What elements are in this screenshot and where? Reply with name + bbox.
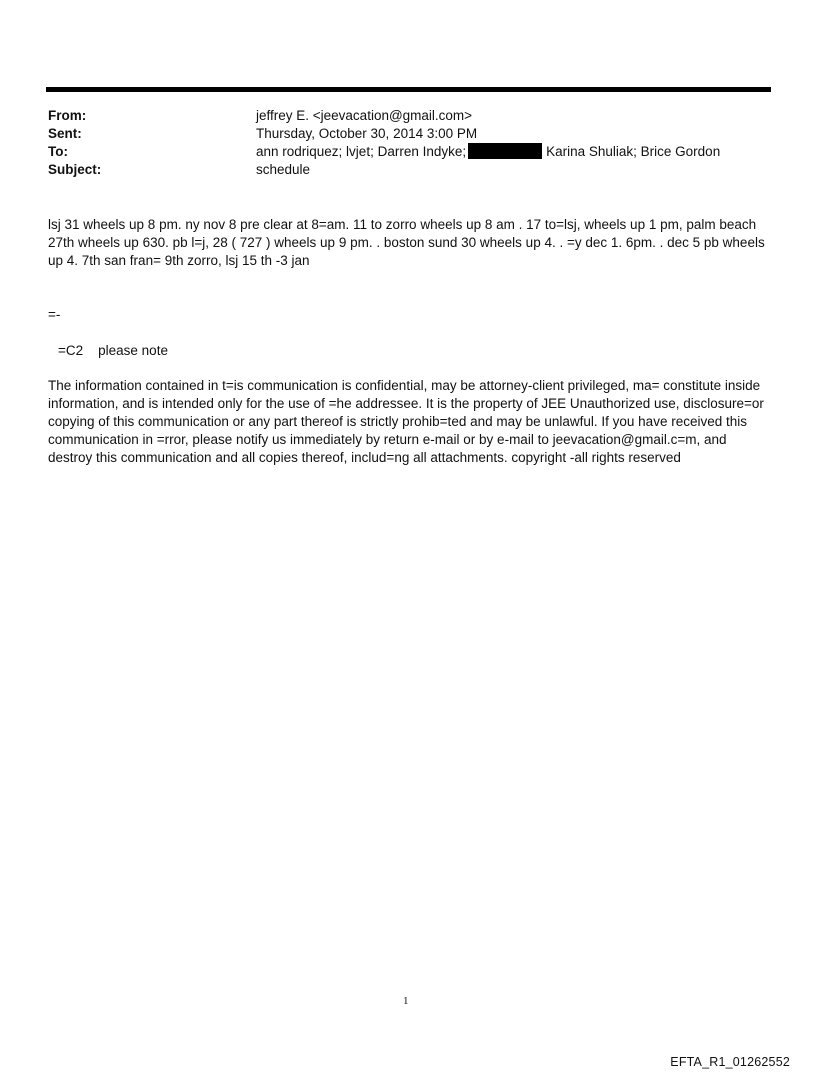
from-row: [48, 107, 770, 125]
email-header: [48, 107, 770, 179]
subject-row: [48, 161, 770, 179]
header-rule: [46, 87, 771, 92]
note-text: =C2 please note: [58, 343, 168, 358]
disclaimer-paragraph: The information contained in t=is communication is confidential, may be attorney-client privileged, ma= constitute inside information, and is intended only for the use of =he addressee. It is the property of JEE Unauthorized use, disclosure=or copying of this communication or any part thereof is strictly prohib=ted and may be unlawful. If you have received this communication in =rror, please notify us immediately by return e-mail or by e-mail to jeevacation@gmail.c=m, and destroy this communication and all copies thereof, includ=ng all attachments. copyright -all rights reserved: [48, 378, 764, 465]
from-value: jeffrey E. <jeevacation@gmail.com>: [256, 108, 473, 123]
from-label: From:: [48, 108, 87, 123]
sent-row: [48, 125, 770, 143]
to-recipients-first: ann rodriquez; lvjet; Darren Indyke;: [256, 144, 467, 159]
bates-number: EFTA_R1_01262552: [670, 1055, 790, 1069]
to-label: To:: [48, 144, 68, 159]
redaction-box: [468, 143, 542, 159]
sent-value: Thursday, October 30, 2014 3:00 PM: [256, 126, 478, 141]
to-value: [256, 143, 720, 161]
subject-label: Subject:: [48, 162, 102, 177]
to-row: [48, 143, 770, 161]
sent-label: Sent:: [48, 126, 82, 141]
to-recipients-last: Karina Shuliak; Brice Gordon: [546, 144, 721, 159]
page-number: 1: [403, 995, 409, 1007]
subject-value: schedule: [256, 162, 311, 177]
schedule-paragraph: lsj 31 wheels up 8 pm. ny nov 8 pre clear at 8=am. 11 to zorro wheels up 8 am . 17 to=lsj, wheels up 1 pm, palm beach 27th wheels up 630. pb l=j, 28 ( 727 ) wheels up 9 pm. . boston sund 30 wheels up 4. . =y dec 1. 6pm. . dec 5 pb wheels up 4. 7th san fran= 9th zorro, lsj 15 th -3 jan: [48, 217, 765, 268]
separator-text: =-: [48, 307, 61, 322]
